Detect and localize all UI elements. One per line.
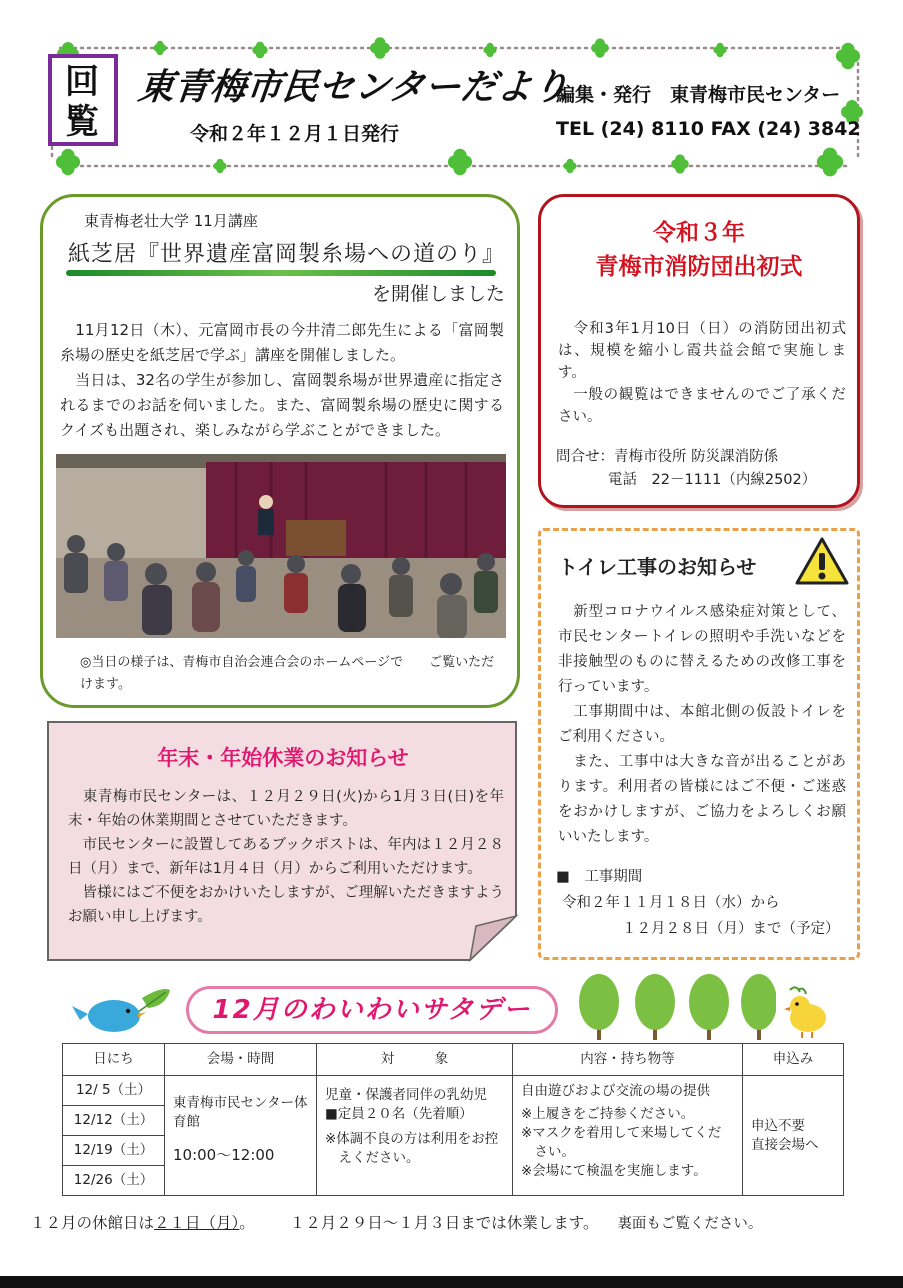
health-note: ※体調不良の方は利用をお控えください。 <box>325 1131 499 1166</box>
note-mask: ※マスクを着用して来場してください。 <box>521 1125 722 1160</box>
apply-direct: 直接会場へ <box>751 1136 819 1153</box>
fire-para-1: 令和3年1月10日（日）の消防団出初式は、規模を縮小し霞共益会館で実施します。 <box>558 321 846 381</box>
fire-title-year: 令和３年 <box>653 220 745 246</box>
publisher: 編集・発行 東青梅市民センター <box>556 84 841 106</box>
col-date: 日にち <box>63 1044 165 1076</box>
holiday-title: 年末・年始休業のお知らせ <box>157 746 409 770</box>
table-row-date: 12/ 5（土） <box>63 1076 165 1106</box>
toilet-para-1: 新型コロナウイルス感染症対策として、市民センタートイレの照明や手洗いなどを非接触型のものに替えるための改修工事を行っています。 <box>558 604 846 695</box>
toilet-title: トイレ工事のお知らせ <box>558 555 757 579</box>
col-venue: 会場・時間 <box>165 1044 317 1076</box>
lecture-series: 東青梅老壮大学 11月講座 <box>84 212 258 230</box>
lecture-subtitle: を開催しました <box>372 283 506 305</box>
activity: 自由遊びおよび交流の場の提供 <box>521 1083 710 1099</box>
lecture-photo <box>56 454 506 638</box>
lecture-body <box>60 318 504 443</box>
venue-name: 東青梅市民センター体育館 <box>173 1095 308 1130</box>
chick-icon <box>782 984 836 1040</box>
warning-icon <box>794 536 850 586</box>
fire-inquiry: 問合せ：青梅市役所 防災課消防係 <box>556 449 779 465</box>
kairan-stamp: 回覧 <box>48 54 118 146</box>
lecture-para-1: 11月12日（木）、元富岡市長の今井清二郎先生による「富岡製糸場の歴史を紙芝居で学ぶ」講座を開催しました。 <box>60 321 504 364</box>
trees-icon <box>576 972 776 1044</box>
holiday-para-1: 東青梅市民センターは、１２月２９日(火)から1月３日(日)を年末・年始の休業期間とさせていただきます。 <box>68 789 504 829</box>
target-audience: 児童・保護者同伴の乳幼児 <box>325 1087 487 1103</box>
issue-date: 令和２年１２月１日発行 <box>190 123 400 145</box>
apply-not-required: 申込不要 <box>751 1117 805 1134</box>
photo-caption: ◎当日の様子は、青梅市自治会連合会のホームページで ご覧いただけます。 <box>80 655 495 692</box>
col-content: 内容・持ち物等 <box>513 1044 743 1076</box>
fire-phone: 電話 22－1111（内線2502） <box>608 472 817 488</box>
capacity: ■定員２０名（先着順） <box>325 1106 473 1122</box>
see-back-note: 裏面もご覧ください。 <box>617 1216 763 1232</box>
year-end-closure: １２月２９日～１月３日までは休業します。 <box>289 1214 599 1232</box>
event-photo-image <box>56 454 506 638</box>
holiday-para-2: 市民センターに設置してあるブックポストは、年内は１２月２８日（月）まで、新年は1月４日（月）からご利用いただけます。 <box>68 837 504 877</box>
construction-end: １２月２８日（月）まで（予定） <box>622 921 840 937</box>
toilet-para-2: 工事期間中は、本館北側の仮設トイレをご利用ください。 <box>558 704 846 745</box>
holiday-body <box>68 785 504 929</box>
bottom-rule <box>0 1276 903 1288</box>
fire-title: 青梅市消防団出初式 <box>595 254 803 280</box>
saturday-banner: 12月のわいわいサタデー <box>186 986 558 1034</box>
content-cell <box>513 1076 743 1196</box>
footer-line <box>30 1212 890 1235</box>
toilet-para-3: また、工事中は大きな音が出ることがあります。利用者の皆様にはご不便・ご迷惑をおかけしますが、ご協力をよろしくお願いいたします。 <box>558 754 846 845</box>
table-row-date: 12/19（土） <box>63 1136 165 1166</box>
toilet-body <box>558 600 846 850</box>
closed-day-suffix: 。 <box>239 1214 255 1232</box>
fire-para-2: 一般の観覧はできませんのでご了承ください。 <box>558 387 846 425</box>
table-row-date: 12/12（土） <box>63 1106 165 1136</box>
table-row-date: 12/26（土） <box>63 1166 165 1196</box>
saturday-schedule-table <box>62 1043 844 1196</box>
contact-numbers: TEL (24) 8110 FAX (24) 3842 <box>556 118 861 140</box>
lecture-para-2: 当日は、32名の学生が参加し、富岡製糸場が世界遺産に指定されるまでのお話を伺いました。また、富岡製糸場の歴史に関するクイズも出題され、楽しみながら学ぶことができました。 <box>60 371 504 439</box>
holiday-para-3: 皆様にはご不便をおかけいたしますが、ご理解いただきますようお願い申し上げます。 <box>68 885 504 925</box>
note-shoes: ※上履きをご持参ください。 <box>521 1106 695 1122</box>
apply-cell <box>743 1076 844 1196</box>
target-cell <box>317 1076 513 1196</box>
title-underline <box>66 270 496 276</box>
construction-period-label: ■ 工事期間 <box>556 869 643 885</box>
venue-cell <box>165 1076 317 1196</box>
closed-day-prefix: １２月の休館日は <box>30 1214 155 1232</box>
bird-icon <box>70 984 174 1040</box>
lecture-title: 紙芝居『世界遺産富岡製糸場への道のり』 <box>68 242 506 267</box>
clover-frame <box>40 36 870 184</box>
closed-day: ２１日（月） <box>154 1214 240 1232</box>
construction-start: 令和２年１１月１８日（水）から <box>562 895 780 911</box>
newsletter-title: 東青梅市民センターだより <box>135 67 571 108</box>
col-apply: 申込み <box>743 1044 844 1076</box>
fire-body <box>558 318 846 428</box>
event-time: 10:00～12:00 <box>173 1146 275 1164</box>
note-temperature: ※会場にて検温を実施します。 <box>521 1163 707 1179</box>
col-target: 対 象 <box>317 1044 513 1076</box>
